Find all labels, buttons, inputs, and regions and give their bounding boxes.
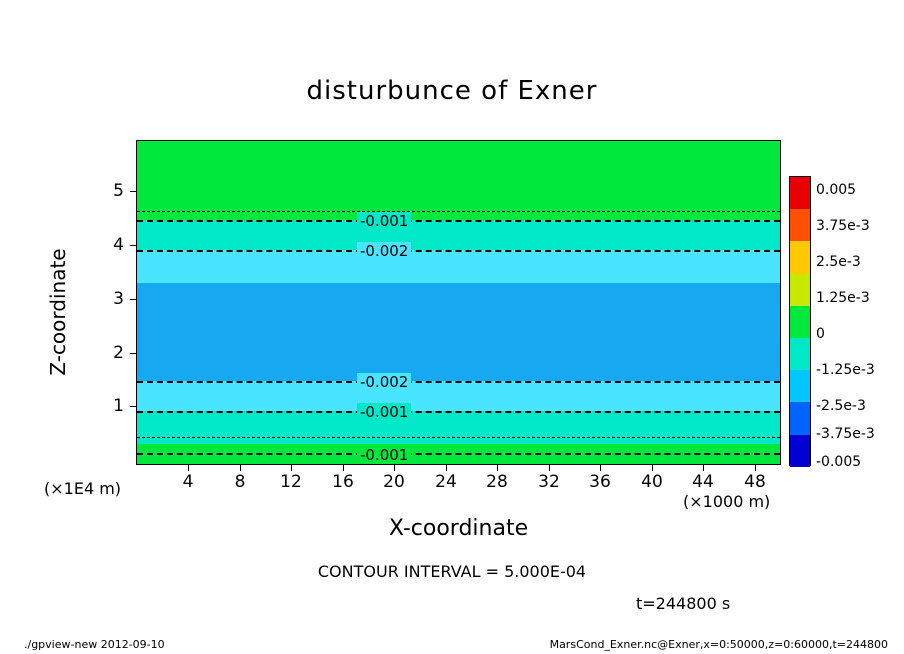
colorbar-tick-8: -0.005: [816, 454, 862, 470]
x-tick-label-8: 36: [589, 472, 611, 492]
y-tick-label-3: 3: [113, 289, 124, 309]
x-tick-label-1: 8: [234, 472, 246, 492]
x-tick-label-9: 40: [641, 472, 663, 492]
colorbar-tick-0: 0.005: [816, 182, 857, 198]
x-tick-label-3: 16: [332, 472, 354, 492]
contour-line-lower-4: [137, 453, 780, 455]
x-tick-mark-12: [291, 465, 292, 471]
y-tick-mark-5: [130, 191, 136, 192]
x-tick-mark-40: [652, 465, 653, 471]
colorbar-segment-8: [790, 209, 810, 241]
y-tick-mark-2: [130, 353, 136, 354]
time-label: t=244800 s: [636, 594, 731, 613]
x-tick-mark-16: [343, 465, 344, 471]
contour-label-upper-2: -0.002: [357, 242, 411, 260]
colorbar-segment-1: [790, 435, 810, 467]
contour-band-cyan-lower: [137, 381, 780, 411]
x-tick-mark-48: [755, 465, 756, 471]
x-tick-label-11: 48: [744, 472, 766, 492]
y-tick-label-5: 5: [113, 181, 124, 201]
x-tick-label-6: 28: [486, 472, 508, 492]
contour-band-core: [137, 283, 780, 381]
x-tick-label-5: 24: [435, 472, 457, 492]
contour-label-lower-3: -0.001: [357, 446, 411, 464]
footer-left-text: ./gpview-new 2012-09-10: [24, 638, 165, 651]
colorbar-tick-5: -1.25e-3: [816, 362, 875, 378]
x-tick-mark-24: [446, 465, 447, 471]
contour-line-lower-3: [137, 437, 780, 438]
x-tick-label-4: 20: [383, 472, 405, 492]
colorbar-segment-2: [790, 402, 810, 434]
y-tick-label-4: 4: [113, 235, 124, 255]
x-tick-mark-44: [703, 465, 704, 471]
colorbar-tick-4: 0: [816, 326, 825, 342]
y-tick-mark-4: [130, 245, 136, 246]
colorbar-segment-6: [790, 274, 810, 306]
x-tick-label-2: 12: [280, 472, 302, 492]
colorbar-tick-2: 2.5e-3: [816, 254, 861, 270]
contour-line-lower-2: [137, 411, 780, 413]
x-tick-mark-28: [497, 465, 498, 471]
x-tick-mark-32: [549, 465, 550, 471]
x-axis-title: X-coordinate: [388, 516, 529, 541]
colorbar-segment-3: [790, 370, 810, 402]
colorbar-tick-3: 1.25e-3: [816, 290, 870, 306]
y-tick-label-1: 1: [113, 396, 124, 416]
x-axis-units: (×1000 m): [683, 492, 771, 511]
contour-label-upper-1: -0.001: [357, 212, 411, 230]
x-tick-mark-20: [394, 465, 395, 471]
contour-band-teal-lower: [137, 411, 780, 444]
x-tick-label-7: 32: [538, 472, 560, 492]
colorbar-segment-5: [790, 306, 810, 338]
colorbar-segment-9: [790, 177, 810, 209]
x-tick-mark-36: [600, 465, 601, 471]
contour-line-upper-2: [137, 250, 780, 252]
y-tick-mark-3: [130, 299, 136, 300]
contour-label-lower-1: -0.002: [357, 373, 411, 391]
colorbar-tick-6: -2.5e-3: [816, 398, 866, 414]
x-tick-mark-4: [188, 465, 189, 471]
contour-line-lower-1: [137, 381, 780, 383]
y-axis-units: (×1E4 m): [44, 479, 122, 498]
contour-label-lower-2: -0.001: [357, 403, 411, 421]
y-axis-title: Z-coordinate: [46, 248, 70, 376]
colorbar-segment-7: [790, 241, 810, 273]
colorbar: [789, 176, 811, 466]
contour-band-cyan-upper: [137, 250, 780, 283]
footer-right-text: MarsCond_Exner.nc@Exner,x=0:50000,z=0:60000,t=244800: [549, 638, 888, 651]
page-title: disturbunce of Exner: [306, 76, 598, 106]
y-tick-label-2: 2: [113, 343, 124, 363]
contour-line-upper-0: [137, 211, 780, 212]
x-tick-mark-8: [240, 465, 241, 471]
colorbar-tick-1: 3.75e-3: [816, 218, 870, 234]
x-tick-label-0: 4: [182, 472, 194, 492]
y-tick-mark-1: [130, 406, 136, 407]
colorbar-tick-7: -3.75e-3: [816, 426, 875, 442]
x-tick-label-10: 44: [692, 472, 714, 492]
contour-interval-label: CONTOUR INTERVAL = 5.000E-04: [317, 562, 587, 581]
contour-band-teal-upper: [137, 220, 780, 250]
colorbar-segment-4: [790, 338, 810, 370]
contour-plot-area: [136, 140, 781, 465]
contour-line-upper-1: [137, 220, 780, 222]
contour-band-green-top: [137, 141, 780, 220]
